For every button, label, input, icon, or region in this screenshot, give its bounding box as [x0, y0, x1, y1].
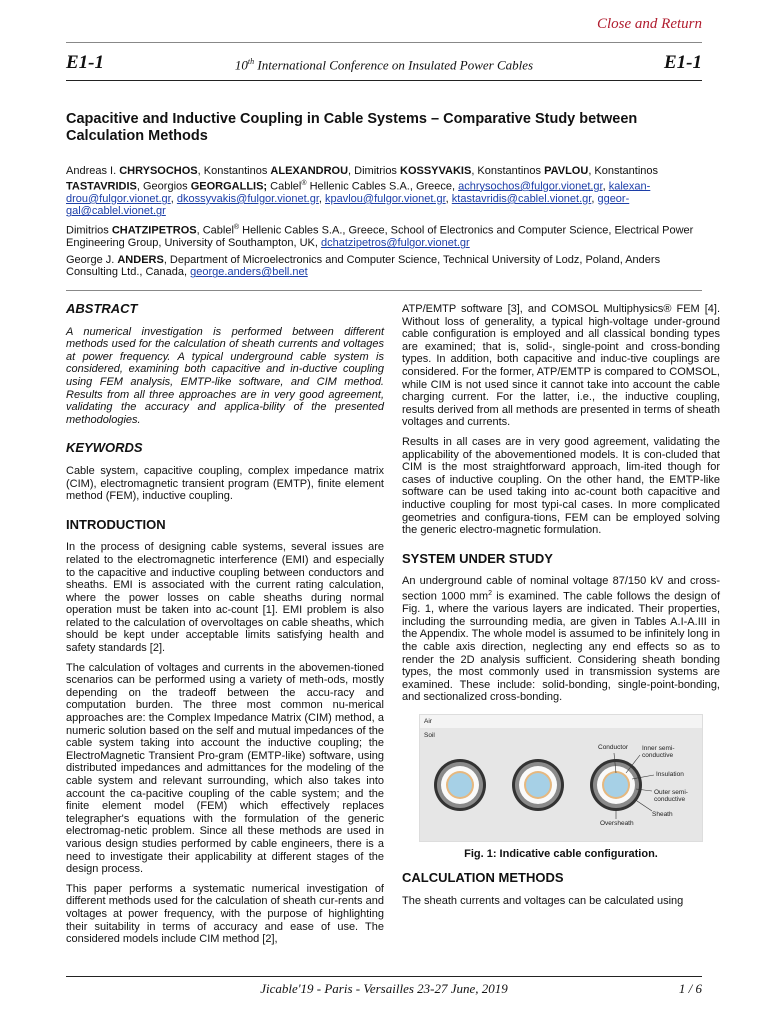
air-label: Air: [424, 717, 432, 725]
email-link[interactable]: achrysochos@fulgor.vionet.gr: [458, 180, 603, 193]
sheath-label: Sheath: [652, 810, 673, 818]
top-divider: [66, 42, 702, 43]
left-column: [66, 300, 384, 953]
paragraph: Results in all cases are in very good agreement, validating the applicability of the abovementioned models. It is con-cluded that CIM is the most straightforward approach, lim-ited though for cases of inductive coupling. On the other hand, the EMTP-like software can be used taking into ac-count both capacitive and inductive coupling for most typi-cal cases. In more complicated geometries and configura-tions, FEM can be employed solving the generic electro-magnetic formulation.: [402, 435, 720, 537]
calculation-methods-heading: CALCULATION METHODS: [402, 870, 564, 886]
oversheath-label: Oversheath: [600, 819, 634, 827]
email-link[interactable]: kalexan-drou@fulgor.vionet.gr: [66, 180, 651, 205]
author-group-1: Andreas I. CHRYSOCHOS, Konstantinos ALEXANDROU, Dimitrios KOSSYVAKIS, Konstantinos PAVLOU, Konstantinos TASTAVRIDIS, Georgios GEORGALLIS; Cablel® Hellenic Cables S.A., Greece, achrysochos@fulgor.vionet.gr, kalexan-drou@fulgor.vionet.gr, dkossyvakis@fulgor.vionet.gr, kpavlou@fulgor.vionet.gr, ktastavridis@cablel.vionet.gr, ggeor-gal@cablel.vionet.gr: [66, 165, 659, 218]
conference-name: 10th International Conference on Insulated Power Cables: [234, 57, 534, 73]
paper-code-left: E1-1: [66, 52, 104, 73]
right-column: [402, 300, 720, 915]
email-link[interactable]: dkossyvakis@fulgor.vionet.gr: [176, 192, 319, 205]
insulation-label: Insulation: [656, 770, 684, 778]
cable-right: [590, 759, 642, 811]
footer-conference: Jicable'19 - Paris - Versailles 23-27 June, 2019: [260, 981, 508, 996]
close-and-return-link[interactable]: Close and Return: [597, 16, 702, 32]
inner-semiconductive-label: Inner semi- conductive: [642, 744, 675, 759]
header-divider: [66, 80, 702, 81]
author-block: [66, 165, 702, 283]
page-number: 1 / 6: [678, 981, 702, 996]
email-link[interactable]: kpavlou@fulgor.vionet.gr: [325, 192, 446, 205]
figure-caption: Fig. 1: Indicative cable configuration.: [464, 847, 658, 860]
email-link[interactable]: dchatzipetros@fulgor.vionet.gr: [320, 237, 470, 250]
email-link[interactable]: ggeor-gal@cablel.vionet.gr: [66, 192, 630, 218]
cable-left: [434, 759, 486, 811]
abstract-text: A numerical investigation is performed between different methods used for the calculation of sheath currents and voltages at power frequency. A typical underground cable system is considered, examining both capacitive and in-ductive coupling using FEM analysis, EMTP-like software, and CIM method. Results from all three approaches are in very good agreement, validating the accuracy and applica-bility of the presented methodologies.: [66, 325, 384, 426]
cable-middle: [512, 759, 564, 811]
author-divider: [66, 290, 702, 291]
conductor-label: Conductor: [598, 743, 628, 751]
paragraph: This paper performs a systematic numerical investigation of different methods used for the calculation of sheath cur-rents and voltages at power frequency, with the purpose of highlighting their suitability in terms of accuracy and ease of use. The considered models include CIM method [2],: [66, 882, 384, 946]
soil-label: Soil: [424, 731, 435, 739]
paper-code-right: E1-1: [664, 52, 702, 73]
system-under-study-heading: SYSTEM UNDER STUDY: [402, 550, 553, 566]
paragraph: The sheath currents and voltages can be calculated using: [402, 895, 684, 908]
author-group-3: George J. ANDERS, Department of Microelectronics and Computer Science, Technical University of Lodz, Poland, Anders Consulting Ltd., Canada, george.anders@bell.net: [66, 253, 661, 279]
keywords-heading: KEYWORDS: [66, 440, 143, 456]
cable-cross-sections: [420, 715, 702, 841]
paper-title: Capacitive and Inductive Coupling in Cable Systems – Comparative Study between Calculation Methods: [66, 111, 638, 144]
paragraph: In the process of designing cable systems, several issues are related to the electromagnetic interference (EMI) and especially to the capacitive and inductive coupling between conductors and sheaths. EMI is associated with the current rating calculation, where the power losses on cable sheaths during normal operation must be taken into ac-count [1]. EMI problem is also related to the calculation of overvoltages on cable sheaths, which should be kept under acceptable limits satisfying health and safety standards [2].: [66, 541, 384, 655]
page-footer: [66, 981, 702, 999]
footer-divider: [66, 976, 702, 977]
page-header: [66, 52, 702, 78]
introduction-heading: INTRODUCTION: [66, 516, 166, 532]
paragraph: ATP/EMTP software [3], and COMSOL Multiphysics® FEM [4]. Without loss of generality, a typical high-voltage under-ground cable configuration is employed and all classical bonding types are examined; that is, solid-, single-point and cross-bonding types. In addition, both capacitive and induc-tive couplings are considered. For the former, ATP/EMTP is compared to COMSOL, while CIM is not used since it cannot take into account the cable charging current. For the latter, i.e., the inductive coupling, results derived from all methods are presented in terms of sheath voltages and currents.: [402, 303, 720, 429]
paragraph: An underground cable of nominal voltage 87/150 kV and cross-section 1000 $mm^2$ is examined. The cable follows the design of Fig. 1, where the various layers are indicated. Their properties, including the surrounding media, are given in Tables A.I-A.III in the Appendix. The whole model is assumed to be infinitely long in the cable axis direction, neglecting any end effects so as to render the 2D analysis sufficient. Considering sheath bonding types, the most commonly used in transmission systems are examined. These include: solid-bonding, single-point-bonding, and sectionalized cross-bonding.: [402, 575, 721, 704]
outer-semiconductive-label: Outer semi- conductive: [654, 788, 688, 803]
email-link[interactable]: ktastavridis@cablel.vionet.gr: [451, 192, 592, 205]
keywords-text: Cable system, capacitive coupling, complex impedance matrix (CIM), electromagnetic transient program (EMTP), finite element method (FEM), inductive coupling.: [66, 464, 384, 503]
cable-configuration-figure: [419, 714, 703, 842]
email-link[interactable]: george.anders@bell.net: [190, 266, 308, 279]
author-group-2: Dimitrios CHATZIPETROS, Cablel® Hellenic Cables S.A., Greece, School of Electronics and Computer Science, Electrical Power Engineering Group, University of Southampton, UK, dchatzipetros@fulgor.vionet.gr: [66, 224, 694, 250]
paragraph: The calculation of voltages and currents in the abovemen-tioned scenarios can be performed using a variety of meth-ods, mostly depending on the tradeoff between the accu-racy and computation burden. The three most common nu-merical approaches are: the Complex Impedance Matrix (CIM) method, a numeric solution based on the self and mutual impedances of the cable system taking into account the inductive coupling; the ElectroMagnetic Transient Pro-gram (EMTP-like) software, using distributed impedances and admittances for the modeling of the cable system and relevant surrounding, which also takes into account the ca-pacitive coupling of the cable system; and the finite element model (FEM) which effectively replaces telegrapher's equations with the formulation of the generic electromag-netic problem. Since all these methods are used in various design studies performed by cable engineers, there is a need to investigate their applicability at different stages of the design process.: [66, 661, 384, 876]
abstract-heading: ABSTRACT: [66, 301, 138, 316]
